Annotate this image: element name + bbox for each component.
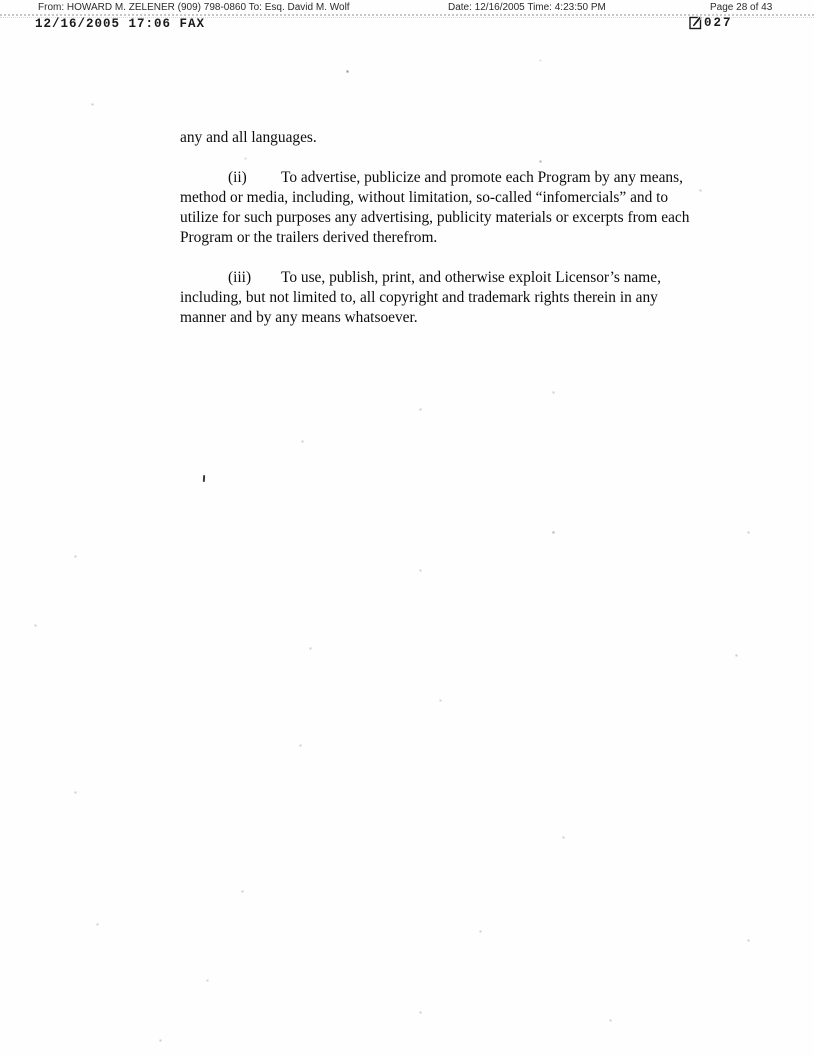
document-body	[180, 128, 702, 348]
paragraph-clause-ii	[180, 168, 702, 248]
paragraph-continuation	[180, 128, 702, 148]
scan-tick-artifact	[203, 475, 205, 482]
fax-stamp-datetime: 12/16/2005 17:06 FAX	[35, 17, 206, 31]
paragraph-text: To advertise, publicize and promote each Program by any means, method or media, including, without limitation, so-called “infomercials” and to utilize for such purposes any advertising, publicity materials or excerpts from each Program or the trailers derived therefrom.	[180, 169, 690, 246]
fax-job-indicator	[689, 15, 733, 30]
fax-stamp-row	[0, 17, 814, 33]
clause-number: (ii)	[228, 169, 247, 186]
pencil-square-icon	[689, 15, 702, 30]
clause-number: (iii)	[228, 269, 252, 286]
fax-page-count: Page 28 of 43	[710, 2, 773, 13]
paragraph-clause-iii	[180, 268, 702, 328]
fax-from-to-line: From: HOWARD M. ZELENER (909) 798-0860 To: Esq. David M. Wolf	[38, 2, 350, 13]
fax-job-number: 027	[704, 15, 733, 30]
paragraph-text: any and all languages.	[180, 129, 317, 146]
scan-noise-speckles	[0, 0, 1, 1]
fax-transmission-header	[0, 2, 814, 14]
paragraph-text: To use, publish, print, and otherwise exploit Licensor’s name, including, but not limited to, all copyright and trademark rights therein in any manner and by any means whatsoever.	[180, 269, 661, 326]
fax-datetime: Date: 12/16/2005 Time: 4:23:50 PM	[448, 2, 606, 13]
